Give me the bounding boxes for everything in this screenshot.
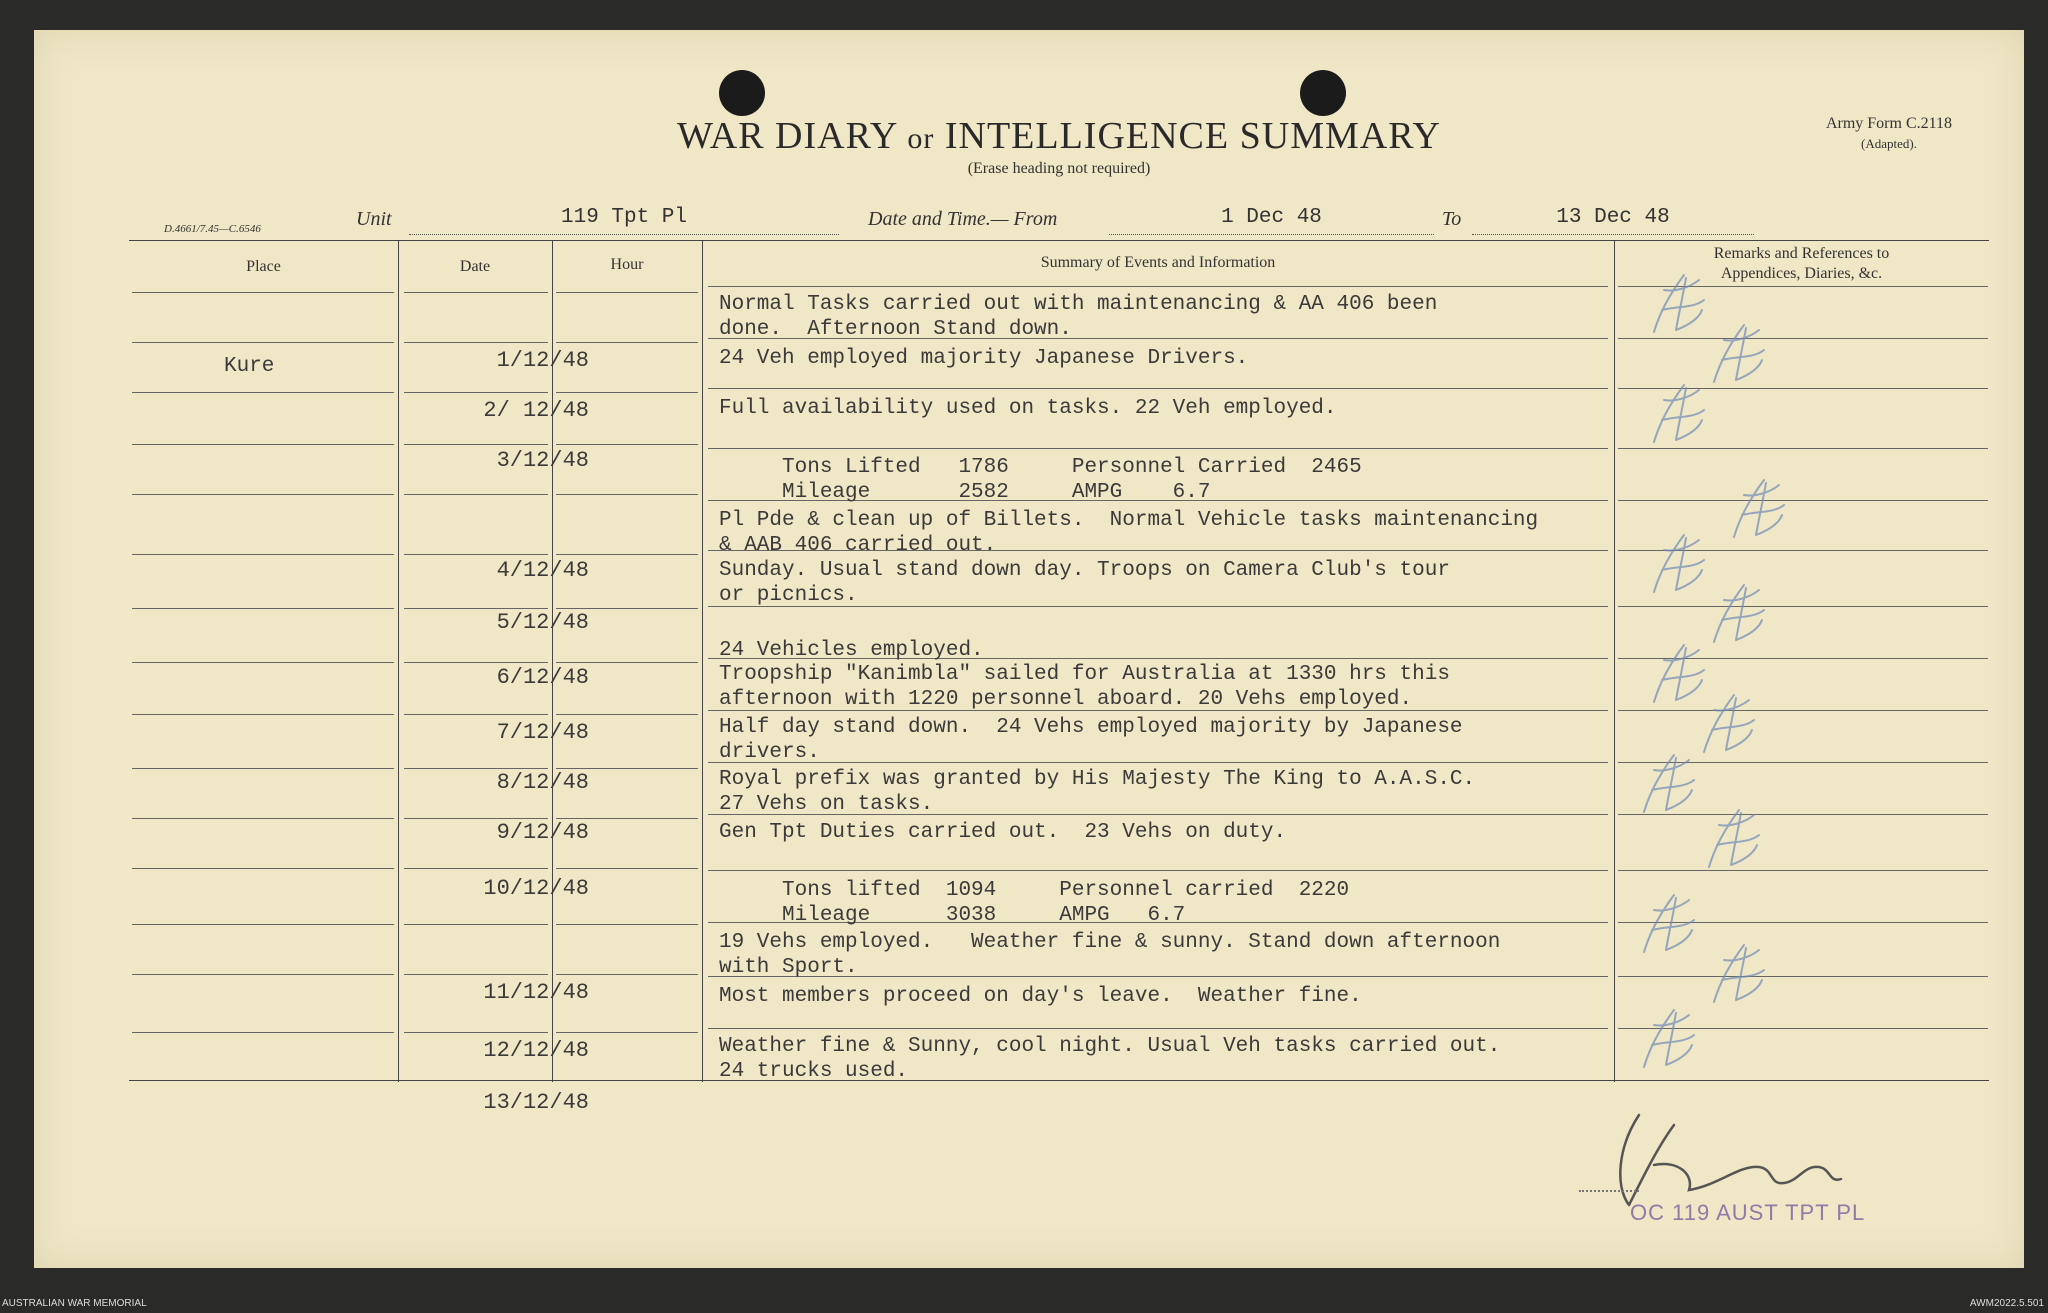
date-row-rule <box>404 554 548 555</box>
col-divider-summary <box>1614 240 1615 1082</box>
initials-mark <box>1634 750 1704 820</box>
date-cell: 6/12/48 <box>496 665 589 690</box>
date-time-label: Date and Time.— From <box>868 208 1058 230</box>
army-form-adapted: (Adapted). <box>1861 136 1917 151</box>
initials-mark <box>1699 805 1769 875</box>
date-row-rule <box>404 868 548 869</box>
place-row-rule <box>132 924 394 925</box>
entry-text: Normal Tasks carried out with maintenancing & AA 406 been done. Afternoon Stand down. <box>719 293 1438 341</box>
date-row-rule <box>404 818 548 819</box>
date-cell: 1/12/48 <box>496 348 589 373</box>
table-top-rule <box>129 240 1989 241</box>
footer-reference: AWM2022.5.501 <box>1969 1298 2044 1309</box>
date-cell: 12/12/48 <box>483 1038 589 1063</box>
entry-text: Weather fine & Sunny, cool night. Usual Veh tasks carried out. 24 trucks used. <box>719 1035 1501 1083</box>
col-header-hour: Hour <box>610 256 644 273</box>
place-row-rule <box>132 768 394 769</box>
to-label: To <box>1442 208 1462 230</box>
initials-mark <box>1634 890 1704 960</box>
date-row-rule <box>404 714 548 715</box>
col-divider-hour <box>702 240 703 1082</box>
date-row-rule <box>404 608 548 609</box>
hour-row-rule <box>556 554 698 555</box>
entry-text: 24 Veh employed majority Japanese Drivers. <box>719 347 1249 370</box>
place-row-rule <box>132 868 394 869</box>
summary-row-rule <box>708 1028 1608 1029</box>
hour-row-rule <box>556 662 698 663</box>
punch-hole-right <box>1300 70 1346 116</box>
date-cell: 3/12/48 <box>496 448 589 473</box>
title-war-diary: WAR DIARY <box>677 115 897 157</box>
entry-text: Half day stand down. 24 Vehs employed majority by Japanese drivers. <box>719 716 1463 764</box>
hour-row-rule <box>556 392 698 393</box>
hour-row-rule <box>556 924 698 925</box>
hour-row-rule <box>556 494 698 495</box>
remarks-header-line1: Remarks and References to <box>1713 245 1890 262</box>
footer-archive-name: AUSTRALIAN WAR MEMORIAL <box>2 1298 147 1309</box>
signature-dotted-line <box>1579 1190 1639 1192</box>
from-date-field: 1 Dec 48 <box>1109 206 1434 235</box>
initials-mark <box>1704 320 1774 390</box>
place-row-rule <box>132 554 394 555</box>
remarks-row-rule <box>1618 606 1988 607</box>
remarks-header-line2: Appendices, Diaries, &c. <box>1720 265 1883 282</box>
date-cell: 10/12/48 <box>483 876 589 901</box>
date-row-rule <box>404 768 548 769</box>
place-row-rule <box>132 494 394 495</box>
col-header-date: Date <box>459 258 491 275</box>
entry-text: Most members proceed on day's leave. Weather fine. <box>719 985 1362 1008</box>
initials-mark <box>1724 475 1794 545</box>
date-row-rule <box>404 392 548 393</box>
punch-hole-left <box>719 70 765 116</box>
remarks-row-rule <box>1618 976 1988 977</box>
date-cell: 5/12/48 <box>496 610 589 635</box>
initials-mark <box>1644 380 1714 450</box>
date-cell: 13/12/48 <box>483 1090 589 1115</box>
place-kure: Kure <box>224 355 275 378</box>
entry-text: Sunday. Usual stand down day. Troops on Camera Club's tour or picnics. <box>719 559 1450 607</box>
date-row-rule <box>404 494 548 495</box>
entry-text: Tons Lifted 1786 Personnel Carried 2465 Mileage 2582 AMPG 6.7 <box>782 456 1362 504</box>
hour-row-rule <box>556 974 698 975</box>
form-subtitle: (Erase heading not required) <box>967 160 1151 177</box>
place-row-rule <box>132 662 394 663</box>
entry-text: Pl Pde & clean up of Billets. Normal Vehicle tasks maintenancing & AAB 406 carried out. <box>719 509 1539 557</box>
date-cell: 11/12/48 <box>483 980 589 1005</box>
army-form-label <box>1764 114 2014 154</box>
entry-text: 19 Vehs employed. Weather fine & sunny. Stand down afternoon with Sport. <box>719 931 1501 979</box>
place-row-rule <box>132 608 394 609</box>
initials-mark <box>1634 1005 1704 1075</box>
summary-row-rule <box>708 448 1608 449</box>
date-row-rule <box>404 1032 548 1033</box>
entry-text: Gen Tpt Duties carried out. 23 Vehs on duty. <box>719 821 1287 844</box>
entry-text: 24 Vehicles employed. <box>719 639 984 662</box>
entry-text: Royal prefix was granted by His Majesty The King to A.A.S.C. 27 Vehs on tasks. <box>719 768 1476 816</box>
initials-mark <box>1694 690 1764 760</box>
unit-label: Unit <box>356 208 392 230</box>
date-row-rule <box>404 662 548 663</box>
place-row-rule <box>132 974 394 975</box>
hour-row-rule <box>556 292 698 293</box>
army-form-number: Army Form C.2118 <box>1825 115 1953 132</box>
remarks-row-rule <box>1618 500 1988 501</box>
remarks-row-rule <box>1618 870 1988 871</box>
form-code: D.4661/7.45—C.6546 <box>164 223 261 235</box>
col-header-place: Place <box>246 258 281 275</box>
date-cell: 9/12/48 <box>496 820 589 845</box>
hour-row-rule <box>556 342 698 343</box>
date-row-rule <box>404 292 548 293</box>
hour-row-rule <box>556 868 698 869</box>
date-row-rule <box>404 444 548 445</box>
diary-page <box>34 30 2024 1268</box>
summary-row-rule <box>708 388 1608 389</box>
date-row-rule <box>404 924 548 925</box>
title-intelligence-summary: INTELLIGENCE SUMMARY <box>944 115 1441 157</box>
place-row-rule <box>132 342 394 343</box>
unit-field: 119 Tpt Pl <box>409 206 839 235</box>
to-date-field: 13 Dec 48 <box>1472 206 1754 235</box>
entry-text: Tons lifted 1094 Personnel carried 2220 Mileage 3038 AMPG 6.7 <box>782 879 1350 927</box>
place-row-rule <box>132 714 394 715</box>
col-header-summary: Summary of Events and Information <box>1040 254 1276 271</box>
hour-row-rule <box>556 818 698 819</box>
date-row-rule <box>404 342 548 343</box>
date-cell: 4/12/48 <box>496 558 589 583</box>
summary-row-rule <box>708 870 1608 871</box>
hour-row-rule <box>556 608 698 609</box>
date-cell: 8/12/48 <box>496 770 589 795</box>
place-row-rule <box>132 1032 394 1033</box>
title-or: or <box>907 122 935 155</box>
place-row-rule <box>132 292 394 293</box>
date-row-rule <box>404 974 548 975</box>
entry-text: Full availability used on tasks. 22 Veh employed. <box>719 397 1337 420</box>
col-divider-place <box>398 240 399 1082</box>
place-row-rule <box>132 392 394 393</box>
remarks-row-rule <box>1618 710 1988 711</box>
hour-row-rule <box>556 444 698 445</box>
initials-mark <box>1704 940 1774 1010</box>
summary-row-rule <box>708 286 1608 287</box>
hour-row-rule <box>556 1032 698 1033</box>
date-cell: 2/ 12/48 <box>483 398 589 423</box>
unit-stamp: OC 119 AUST TPT PL <box>1630 1200 1866 1225</box>
date-cell: 7/12/48 <box>496 720 589 745</box>
signature-mark <box>1599 1105 1859 1215</box>
entry-text: Troopship "Kanimbla" sailed for Australia at 1330 hrs this afternoon with 1220 personnel aboard. 20 Vehs employed. <box>719 663 1450 711</box>
form-title <box>609 114 1509 158</box>
hour-row-rule <box>556 768 698 769</box>
initials-mark <box>1704 580 1774 650</box>
place-row-rule <box>132 444 394 445</box>
place-row-rule <box>132 818 394 819</box>
hour-row-rule <box>556 714 698 715</box>
